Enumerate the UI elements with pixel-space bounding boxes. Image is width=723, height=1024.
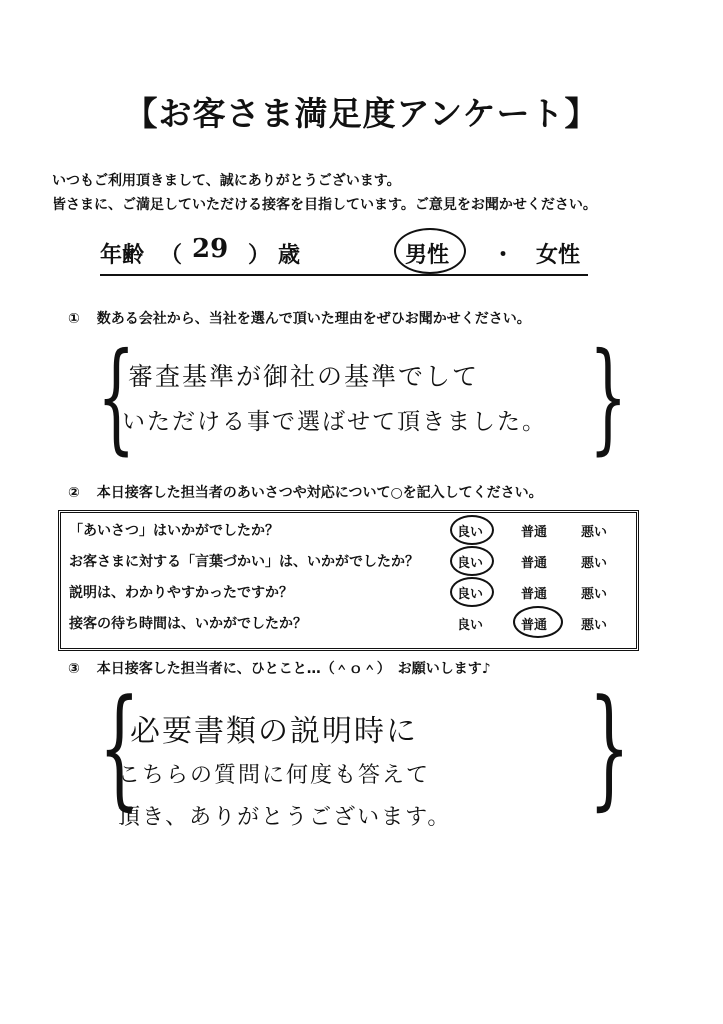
q1-prompt xyxy=(68,308,531,328)
q1-answer-line-1[interactable]: 審査基準が御社の基準でして xyxy=(128,362,480,391)
age-close-paren: ） xyxy=(248,243,271,268)
age-label: 年齢 xyxy=(100,243,145,268)
rating-3-good[interactable]: 良い xyxy=(457,587,484,602)
q1-answer-line-2[interactable]: いただける事で選ばせて頂きました。 xyxy=(122,409,547,435)
rating-1-selected-circle xyxy=(450,515,494,545)
gender-female[interactable]: 女性 xyxy=(536,243,581,268)
q2-text: 本日接客した担当者のあいさつや対応について○を記入してください。 xyxy=(96,485,543,501)
rating-2-good[interactable]: 良い xyxy=(457,556,484,571)
survey-title: 【お客さま満足度アンケート】 xyxy=(124,94,599,133)
gender-male[interactable]: 男性 xyxy=(405,243,450,268)
q1-left-brace: { xyxy=(97,328,136,467)
rating-3-bad[interactable]: 悪い xyxy=(581,587,608,602)
rating-1-good[interactable]: 良い xyxy=(457,525,484,540)
q3-answer-line-3[interactable]: 頂き、ありがとうございます。 xyxy=(118,805,452,830)
rating-2-selected-circle xyxy=(450,546,494,576)
intro-line-2: 皆さまに、ご満足していただける接客を目指しています。ご意見をお聞かせください。 xyxy=(52,197,597,213)
rating-2-normal[interactable]: 普通 xyxy=(521,556,548,571)
rating-1-normal[interactable]: 普通 xyxy=(521,525,548,540)
age-open-paren: （ xyxy=(160,243,183,268)
q3-text: 本日接客した担当者に、ひとこと…（＾ｏ＾） お願いします♪ xyxy=(96,661,491,677)
rating-4-good[interactable]: 良い xyxy=(457,618,484,633)
rating-table xyxy=(58,510,639,651)
rating-2-bad[interactable]: 悪い xyxy=(581,556,608,571)
age-value[interactable]: 29 xyxy=(192,234,229,264)
rating-1-bad[interactable]: 悪い xyxy=(581,525,608,540)
rating-question-3: 説明は、わかりやすかったですか？ xyxy=(69,585,293,601)
age-unit: 歳 xyxy=(278,243,301,268)
rating-3-normal[interactable]: 普通 xyxy=(521,587,548,602)
q3-left-brace: { xyxy=(98,671,141,823)
q1-right-brace: } xyxy=(589,328,628,467)
rating-4-bad[interactable]: 悪い xyxy=(581,618,608,633)
rating-question-1: 「あいさつ」はいかがでしたか？ xyxy=(69,523,279,539)
rating-4-selected-circle xyxy=(513,606,563,638)
q3-right-brace: } xyxy=(588,671,631,823)
q2-number: ② xyxy=(68,485,80,501)
q3-number: ③ xyxy=(68,661,80,677)
rating-question-4: 接客の待ち時間は、いかがでしたか？ xyxy=(69,616,307,632)
gender-separator: ・ xyxy=(492,243,515,268)
q2-prompt xyxy=(68,482,543,502)
intro-line-1: いつもご利用頂きまして、誠にありがとうございます。 xyxy=(52,173,401,189)
rating-question-2: お客さまに対する「言葉づかい」は、いかがでしたか？ xyxy=(69,554,419,570)
rating-3-selected-circle xyxy=(450,577,494,607)
q3-answer-line-2[interactable]: こちらの質問に何度も答えて xyxy=(118,763,431,788)
rating-4-normal[interactable]: 普通 xyxy=(521,618,548,633)
gender-male-circle xyxy=(394,228,466,274)
q3-answer-line-1[interactable]: 必要書類の説明時に xyxy=(130,714,418,749)
profile-row xyxy=(100,236,588,276)
q1-number: ① xyxy=(68,311,80,327)
q1-text: 数ある会社から、当社を選んで頂いた理由をぜひお聞かせください。 xyxy=(96,311,531,327)
